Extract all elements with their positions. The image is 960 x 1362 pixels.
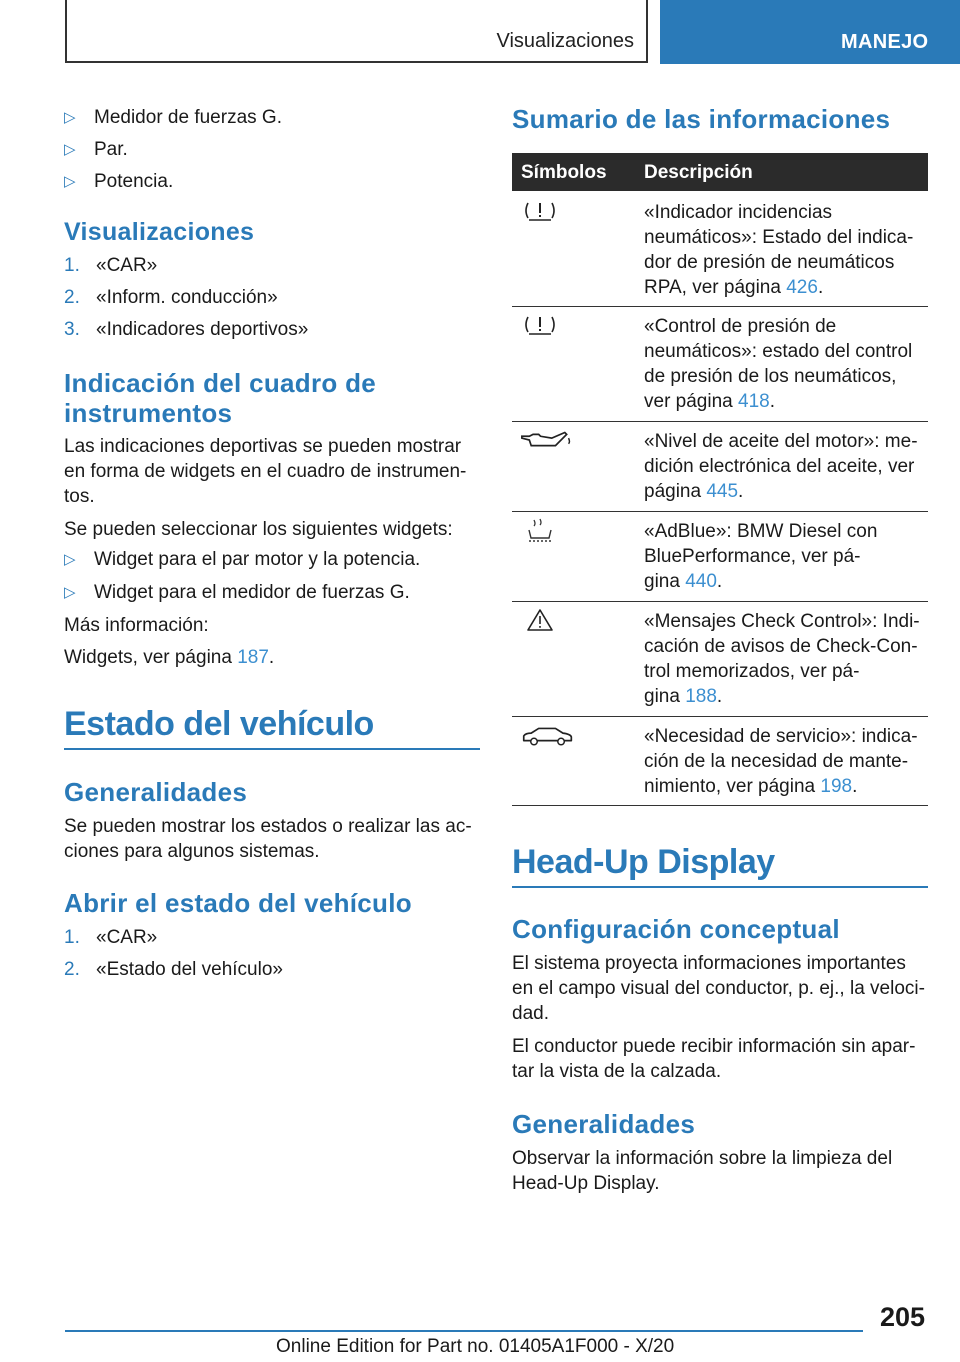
chapter-tab-label: MANEJO	[841, 31, 929, 53]
chapter-tab[interactable]	[660, 0, 960, 64]
page-link[interactable]: 198	[820, 776, 853, 797]
heading-abrir-estado: Abrir el estado del vehículo	[64, 888, 412, 918]
heading-indicacion: Indicación del cuadro de instrumentos	[64, 368, 377, 428]
triangle-bullet-icon: ▷	[64, 551, 76, 568]
heading-estado: Estado del vehículo	[64, 705, 374, 743]
table-row: «Nivel de aceite del motor»: me- dición electrónica del aceite, ver página 445.	[512, 422, 928, 512]
column-header-simbolos: Símbolos	[521, 162, 607, 183]
tire-pressure-control-icon	[520, 311, 560, 339]
heading-generalidades-hud: Generalidades	[512, 1109, 696, 1139]
page-link[interactable]: 418	[738, 391, 770, 412]
table-row: «Necesidad de servicio»: indica- ción de la necesidad de mante- nimiento, ver página 198.	[512, 717, 928, 806]
tire-pressure-warning-icon	[520, 197, 560, 225]
page-link[interactable]: 426	[786, 277, 818, 298]
heading-rule	[64, 748, 480, 750]
column-header-descripcion: Descripción	[644, 162, 753, 183]
warning-triangle-icon	[520, 606, 560, 634]
table-row: «Mensajes Check Control»: Indi- cación de avisos de Check-Con- trol memorizados, ver pá- gina 188.	[512, 602, 928, 717]
adblue-icon	[520, 516, 560, 544]
page-link[interactable]: 187	[237, 647, 269, 668]
service-car-icon	[520, 721, 576, 749]
triangle-bullet-icon: ▷	[64, 141, 76, 158]
paragraph: Se pueden seleccionar los siguientes widgets:	[64, 519, 453, 540]
paragraph: Observar la información sobre la limpieza del Head-Up Display.	[512, 1148, 893, 1194]
triangle-bullet-icon: ▷	[64, 584, 76, 601]
paragraph: Se pueden mostrar los estados o realizar las ac- ciones para algunos sistemas.	[64, 816, 472, 862]
heading-visualizaciones: Visualizaciones	[64, 218, 255, 246]
footer-rule	[65, 1330, 863, 1332]
table-row: «Control de presión de neumáticos»: estado del control de presión de los neumáticos, ver página 418.	[512, 307, 928, 422]
page-number: 205	[880, 1302, 926, 1332]
triangle-bullet-icon: ▷	[64, 173, 76, 190]
page-link[interactable]: 440	[685, 571, 717, 592]
section-title: Visualizaciones	[496, 30, 634, 52]
widgets-reference: Widgets, ver página 187.	[64, 647, 275, 668]
page-link[interactable]: 188	[685, 686, 717, 707]
heading-configuracion: Configuración conceptual	[512, 914, 840, 944]
header-frame	[65, 0, 648, 63]
table-row: «Indicador incidencias neumáticos»: Estado del indica- dor de presión de neumáticos RPA, ver página 426.	[512, 193, 928, 307]
more-info-label: Más información:	[64, 615, 209, 636]
paragraph: El sistema proyecta informaciones importantes en el campo visual del conductor, p. ej., la veloci- dad.	[512, 953, 925, 1024]
footer-edition: Online Edition for Part no. 01405A1F000 - X/20	[276, 1336, 675, 1357]
heading-rule	[512, 886, 928, 888]
paragraph: Las indicaciones deportivas se pueden mostrar en forma de widgets en el cuadro de instrumen- tos.	[64, 436, 467, 507]
heading-sumario: Sumario de las informaciones	[512, 104, 891, 134]
paragraph: El conductor puede recibir información sin apar- tar la vista de la calzada.	[512, 1036, 916, 1082]
triangle-bullet-icon: ▷	[64, 109, 76, 126]
heading-generalidades: Generalidades	[64, 777, 248, 807]
table-row: «AdBlue»: BMW Diesel con BluePerformance, ver pá- gina 440.	[512, 512, 928, 602]
page-link[interactable]: 445	[706, 481, 739, 502]
heading-hud: Head-Up Display	[512, 843, 775, 881]
table-header	[512, 153, 928, 191]
oil-can-icon	[520, 426, 576, 454]
